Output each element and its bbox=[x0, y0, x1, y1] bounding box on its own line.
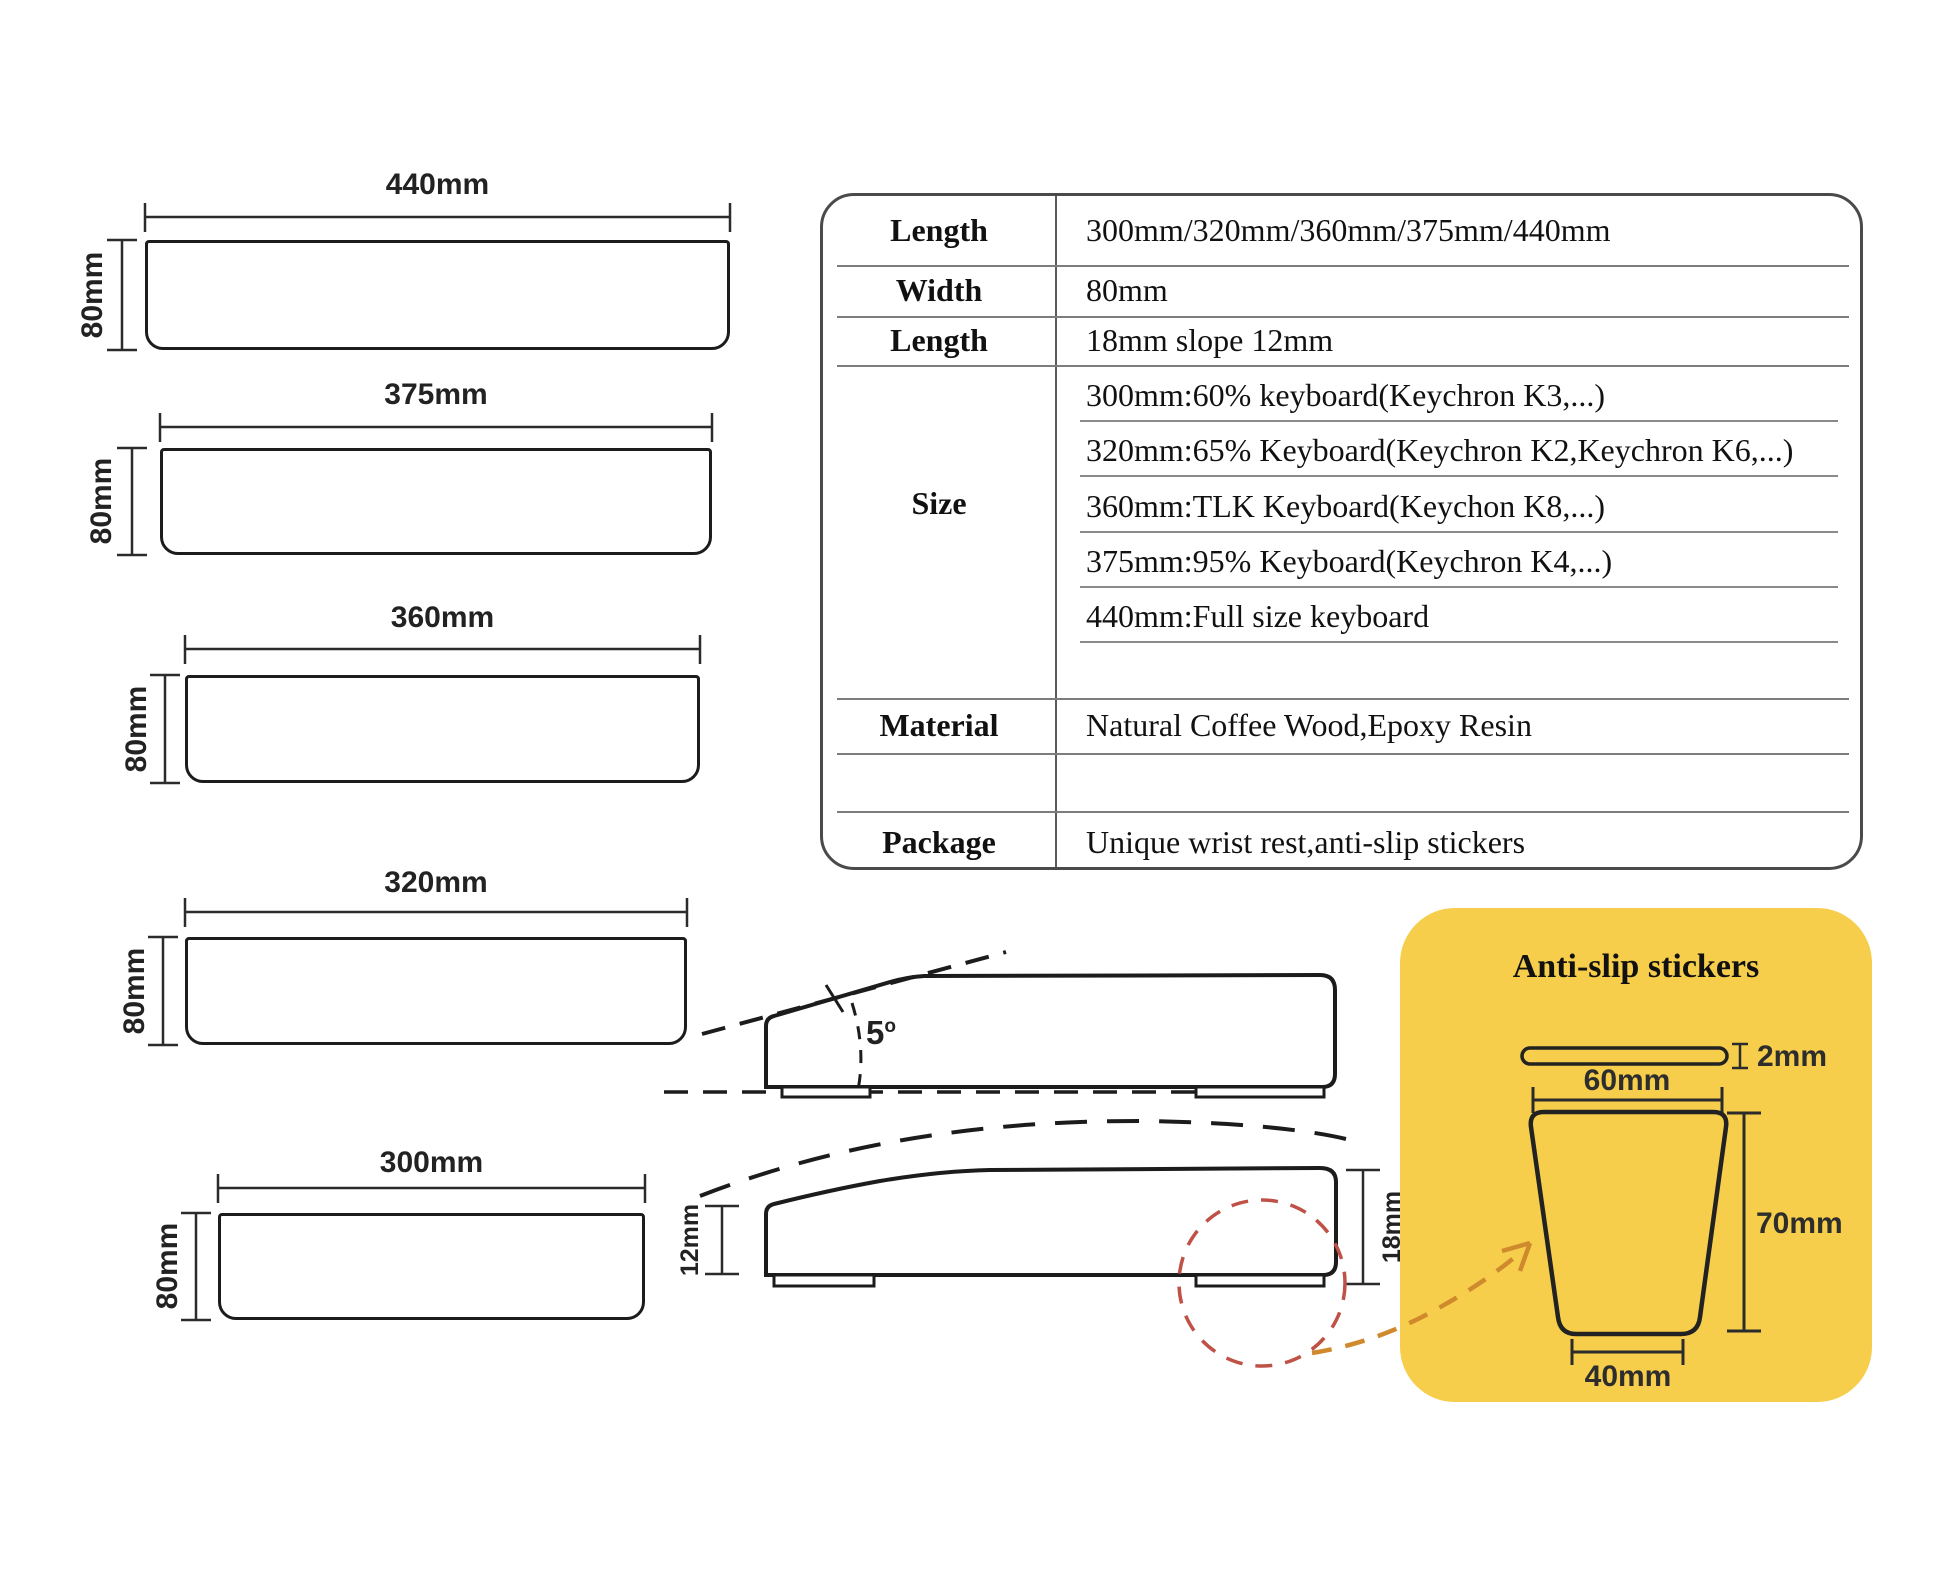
top-view-375mm bbox=[160, 448, 712, 555]
dim-line-360mm bbox=[185, 635, 700, 664]
sticker-top-view bbox=[1531, 1112, 1726, 1334]
width-label-2: 80mm bbox=[85, 457, 118, 545]
degree-symbol: o bbox=[884, 1016, 896, 1037]
width-label-4: 80mm bbox=[118, 947, 151, 1035]
dim-line-80mm-4 bbox=[148, 937, 178, 1045]
row-value-length: 300mm/320mm/360mm/375mm/440mm bbox=[1086, 212, 1611, 248]
height-label: 70mm bbox=[1756, 1207, 1843, 1240]
length-label-300mm: 300mm bbox=[379, 1146, 484, 1179]
profile-body bbox=[766, 1168, 1336, 1275]
row-label-package: Package bbox=[882, 823, 996, 860]
foot-right bbox=[1196, 1087, 1324, 1097]
dim-line-12mm bbox=[705, 1206, 739, 1274]
dim-line-80mm-5 bbox=[181, 1213, 211, 1320]
row-value-package: Unique wrist rest,anti-slip stickers bbox=[1086, 823, 1526, 860]
thickness-label: 2mm bbox=[1757, 1040, 1828, 1073]
top-width-label: 60mm bbox=[1583, 1064, 1671, 1097]
bottom-width-label: 40mm bbox=[1584, 1360, 1672, 1393]
width-label-5: 80mm bbox=[151, 1222, 184, 1310]
foot-left bbox=[774, 1275, 874, 1286]
row-label-length: Length bbox=[890, 212, 988, 248]
length-label-360mm: 360mm bbox=[390, 601, 495, 634]
dim-line-2mm bbox=[1732, 1044, 1748, 1068]
length-label-375mm: 375mm bbox=[384, 378, 488, 411]
side-view-sloped bbox=[664, 952, 1335, 1097]
width-label-1: 80mm bbox=[76, 251, 109, 339]
row-value-height: 18mm slope 12mm bbox=[1086, 322, 1334, 358]
top-view-300mm bbox=[218, 1213, 645, 1320]
dim-line-375mm bbox=[160, 413, 712, 442]
foot-left bbox=[782, 1087, 870, 1097]
row-label-width: Width bbox=[895, 272, 983, 308]
size-option-440: 440mm:Full size keyboard bbox=[1086, 598, 1430, 634]
dim-line-18mm bbox=[1346, 1170, 1380, 1284]
size-option-300: 300mm:60% keyboard(Keychron K3,...) bbox=[1086, 377, 1605, 413]
width-label-3: 80mm bbox=[120, 685, 153, 773]
dim-line-80mm-2 bbox=[117, 448, 147, 555]
row-value-width: 80mm bbox=[1086, 272, 1168, 308]
dim-line-320mm bbox=[185, 898, 687, 927]
row-value-material: Natural Coffee Wood,Epoxy Resin bbox=[1086, 707, 1532, 743]
top-view-440mm bbox=[145, 240, 730, 350]
spec-table bbox=[820, 193, 1863, 870]
angle-value: 5 bbox=[866, 1014, 885, 1051]
length-label-440mm: 440mm bbox=[385, 168, 490, 201]
top-view-320mm bbox=[185, 937, 687, 1045]
row-label-material: Material bbox=[879, 707, 999, 743]
angle-label bbox=[866, 1014, 896, 1052]
size-option-375: 375mm:95% Keyboard(Keychron K4,...) bbox=[1086, 543, 1613, 579]
front-height-label: 12mm bbox=[676, 1203, 704, 1277]
wedge-body bbox=[766, 975, 1335, 1087]
panel-title: Anti-slip stickers bbox=[1512, 948, 1760, 985]
dim-line-80mm-1 bbox=[107, 240, 137, 350]
size-option-360: 360mm:TLK Keyboard(Keychon K8,...) bbox=[1086, 487, 1605, 524]
size-option-320: 320mm:65% Keyboard(Keychron K2,Keychron K6,...) bbox=[1086, 432, 1794, 468]
row-label-size: Size bbox=[911, 484, 967, 521]
dim-line-80mm-3 bbox=[150, 675, 180, 783]
sticker-side-view bbox=[1522, 1048, 1727, 1064]
back-height-label: 18mm bbox=[1378, 1190, 1406, 1264]
foot-right bbox=[1196, 1275, 1324, 1286]
length-label-320mm: 320mm bbox=[384, 866, 488, 899]
row-separator bbox=[837, 753, 1849, 755]
side-view-profile bbox=[700, 1121, 1380, 1286]
top-view-360mm bbox=[185, 675, 700, 783]
table-column-divider bbox=[1055, 196, 1057, 867]
dim-line-440mm bbox=[145, 203, 730, 232]
row-label-height: Length bbox=[890, 322, 988, 358]
